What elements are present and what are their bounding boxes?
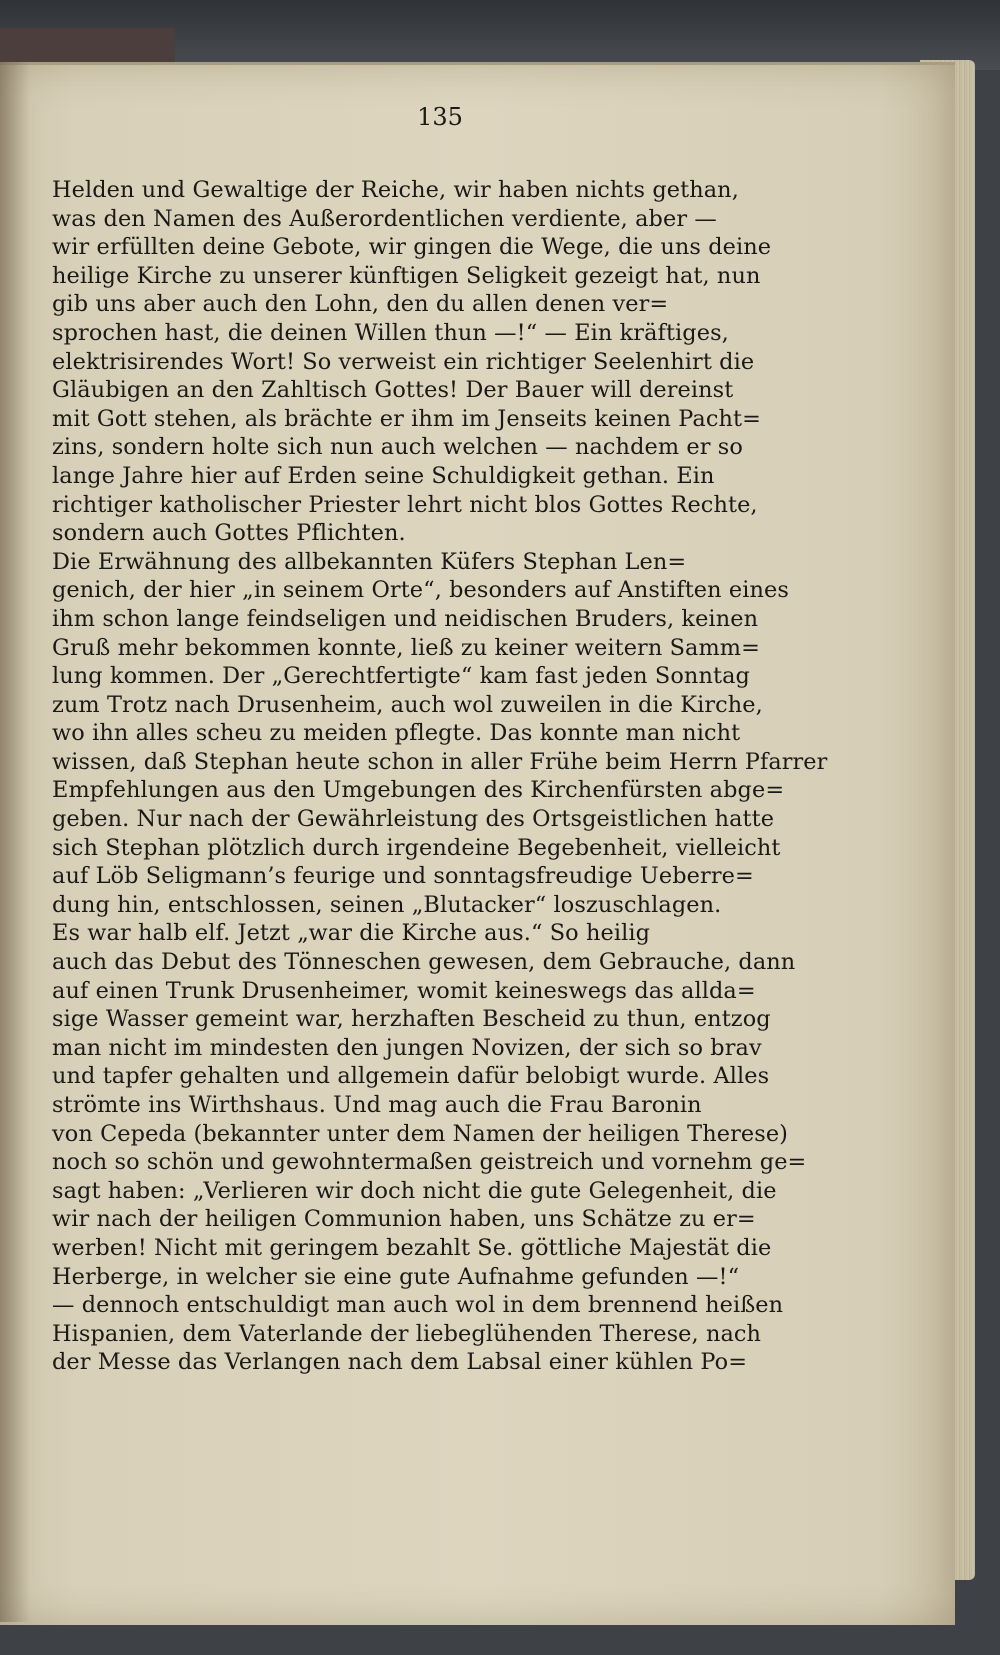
text-line: genich, der hier „in seinem Orte“, besonders auf Anstiften eines xyxy=(52,577,789,604)
text-line: und tapfer gehalten und allgemein dafür belobigt wurde. Alles xyxy=(52,1063,770,1090)
text-line: auch das Debut des Tönneschen gewesen, dem Gebrauche, dann xyxy=(52,949,796,976)
text-line: noch so schön und gewohntermaßen geistreich und vornehm ge= xyxy=(52,1149,807,1176)
text-line: sich Stephan plötzlich durch irgendeine Begebenheit, vielleicht xyxy=(52,834,781,861)
text-line: zum Trotz nach Drusenheim, auch wol zuweilen in die Kirche, xyxy=(52,691,763,718)
body-text xyxy=(52,176,827,1377)
text-line: was den Namen des Außerordentlichen verdiente, aber — xyxy=(52,205,717,232)
text-line: wir erfüllten deine Gebote, wir gingen die Wege, die uns deine xyxy=(52,234,772,261)
text-line: Die Erwähnung des allbekannten Küfers Stephan Len= xyxy=(52,548,687,575)
text-line: zins, sondern holte sich nun auch welchen — nachdem er so xyxy=(52,434,743,461)
spine-shadow xyxy=(0,62,30,1622)
text-line: lung kommen. Der „Gerechtfertigte“ kam fast jeden Sonntag xyxy=(52,663,750,690)
text-line: auf Löb Seligmann’s feurige und sonntagsfreudige Ueberre= xyxy=(52,863,754,890)
text-line: geben. Nur nach der Gewährleistung des Ortsgeistlichen hatte xyxy=(52,806,775,833)
text-line: lange Jahre hier auf Erden seine Schuldigkeit gethan. Ein xyxy=(52,462,715,489)
text-line: heilige Kirche zu unserer künftigen Seligkeit gezeigt hat, nun xyxy=(52,262,761,289)
text-line: von Cepeda (bekannter unter dem Namen der heiligen Therese) xyxy=(52,1120,789,1147)
text-line: gib uns aber auch den Lohn, den du allen denen ver= xyxy=(52,291,669,318)
text-line: man nicht im mindesten den jungen Novizen, der sich so brav xyxy=(52,1034,762,1061)
text-line: richtiger katholischer Priester lehrt nicht blos Gottes Rechte, xyxy=(52,491,758,518)
text-line: Gruß mehr bekommen konnte, ließ zu keiner weitern Samm= xyxy=(52,634,760,661)
text-line: sagt haben: „Verlieren wir doch nicht die gute Gelegenheit, die xyxy=(52,1177,777,1204)
text-line: Empfehlungen aus den Umgebungen des Kirchenfürsten abge= xyxy=(52,777,785,804)
text-line: Herberge, in welcher sie eine gute Aufnahme gefunden —!“ xyxy=(52,1263,740,1290)
text-line: der Messe das Verlangen nach dem Labsal einer kühlen Po= xyxy=(52,1349,748,1376)
text-line: wissen, daß Stephan heute schon in aller Frühe beim Herrn Pfarrer xyxy=(52,748,828,775)
text-line: auf einen Trunk Drusenheimer, womit keineswegs das allda= xyxy=(52,977,756,1004)
text-line: dung hin, entschlossen, seinen „Blutacker“ loszuschlagen. xyxy=(52,891,722,918)
text-line: Hispanien, dem Vaterlande der liebeglühenden Therese, nach xyxy=(52,1320,762,1347)
text-line: — dennoch entschuldigt man auch wol in dem brennend heißen xyxy=(52,1292,784,1319)
text-line: Es war halb elf. Jetzt „war die Kirche aus.“ So heilig xyxy=(52,920,651,947)
text-line: mit Gott stehen, als brächte er ihm im Jenseits keinen Pacht= xyxy=(52,405,761,432)
text-line: wo ihn alles scheu zu meiden pflegte. Das konnte man nicht xyxy=(52,720,741,747)
text-line: werben! Nicht mit geringem bezahlt Se. göttliche Majestät die xyxy=(52,1234,772,1261)
page-number: 135 xyxy=(417,103,463,131)
text-line: sondern auch Gottes Pflichten. xyxy=(52,520,406,547)
text-line: sprochen hast, die deinen Willen thun —!“ — Ein kräftiges, xyxy=(52,319,729,346)
text-line: ihm schon lange feindseligen und neidischen Bruders, keinen xyxy=(52,605,759,632)
text-line: strömte ins Wirthshaus. Und mag auch die Frau Baronin xyxy=(52,1092,702,1118)
text-line: wir nach der heiligen Communion haben, uns Schätze zu er= xyxy=(52,1206,756,1233)
text-line: elektrisirendes Wort! So verweist ein richtiger Seelenhirt die xyxy=(52,348,755,375)
text-line: Gläubigen an den Zahltisch Gottes! Der Bauer will dereinst xyxy=(52,377,734,404)
text-line: Helden und Gewaltige der Reiche, wir haben nichts gethan, xyxy=(52,177,739,203)
text-line: sige Wasser gemeint war, herzhaften Bescheid zu thun, entzog xyxy=(52,1006,771,1033)
